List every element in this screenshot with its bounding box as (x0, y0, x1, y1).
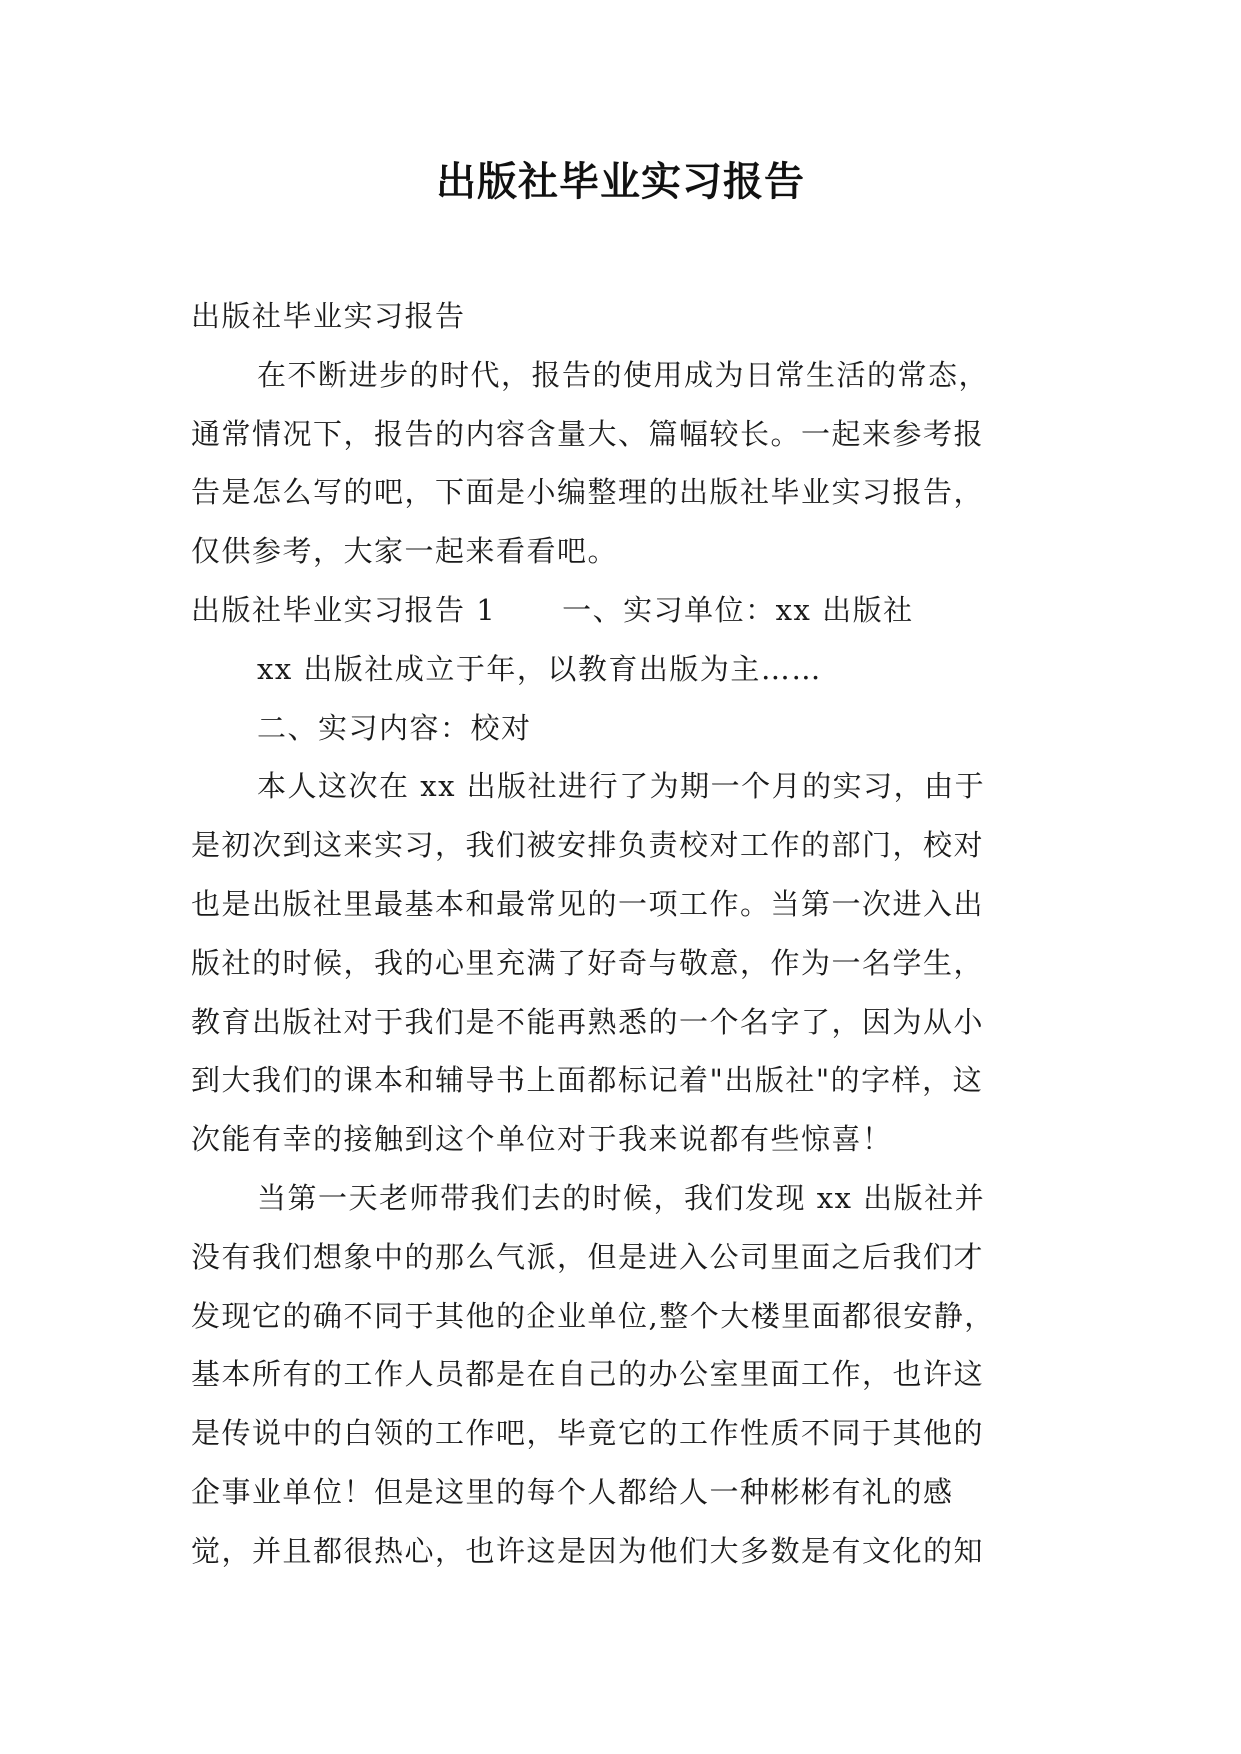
text-line: 基本所有的工作人员都是在自己的办公室里面工作，也许这 (191, 1357, 985, 1392)
text-line: 没有我们想象中的那么气派，但是进入公司里面之后我们才 (191, 1239, 985, 1274)
text-line: 次能有幸的接触到这个单位对于我来说都有些惊喜！ (191, 1122, 893, 1157)
text-line: 觉，并且都很热心，也许这是因为他们大多数是有文化的知 (191, 1533, 985, 1568)
text-line: 教育出版社对于我们是不能再熟悉的一个名字了，因为从小 (191, 1004, 985, 1039)
section-heading: 二、实习内容：校对 (257, 710, 532, 745)
text-line: 发现它的确不同于其他的企业单位,整个大楼里面都很安静， (191, 1298, 995, 1333)
text-line: 在不断进步的时代，报告的使用成为日常生活的常态， (257, 357, 990, 392)
text-line: 告是怎么写的吧，下面是小编整理的出版社毕业实习报告， (191, 475, 985, 510)
text-line-report-heading (191, 581, 1063, 640)
text-line: 本人这次在 xx 出版社进行了为期一个月的实习，由于 (257, 769, 986, 804)
text-line: 出版社毕业实习报告 (191, 299, 466, 333)
text-line: 是初次到这来实习，我们被安排负责校对工作的部门，校对 (191, 828, 985, 863)
text-line: 当第一天老师带我们去的时候，我们发现 xx 出版社并 (257, 1180, 986, 1215)
document-title: 出版社毕业实习报告 (436, 159, 805, 205)
section-heading: 一、实习单位：xx 出版社 (562, 592, 914, 627)
text-line: 到大我们的课本和辅导书上面都标记着"出版社"的字样，这 (191, 1063, 984, 1098)
text-line: 也是出版社里最基本和最常见的一项工作。当第一次进入出 (191, 886, 985, 921)
text-line: 仅供参考，大家一起来看看吧。 (191, 534, 619, 569)
text-line: 通常情况下，报告的内容含量大、篇幅较长。一起来参考报 (191, 416, 985, 451)
text-line: 企事业单位！但是这里的每个人都给人一种彬彬有礼的感 (191, 1474, 954, 1509)
document-body (191, 287, 1063, 1581)
report-number-label: 出版社毕业实习报告 1 (191, 592, 497, 627)
text-line: 是传说中的白领的工作吧，毕竟它的工作性质不同于其他的 (191, 1416, 985, 1451)
text-line: 版社的时候，我的心里充满了好奇与敬意，作为一名学生， (191, 945, 985, 980)
text-line: xx 出版社成立于年，以教育出版为主…… (257, 651, 822, 686)
